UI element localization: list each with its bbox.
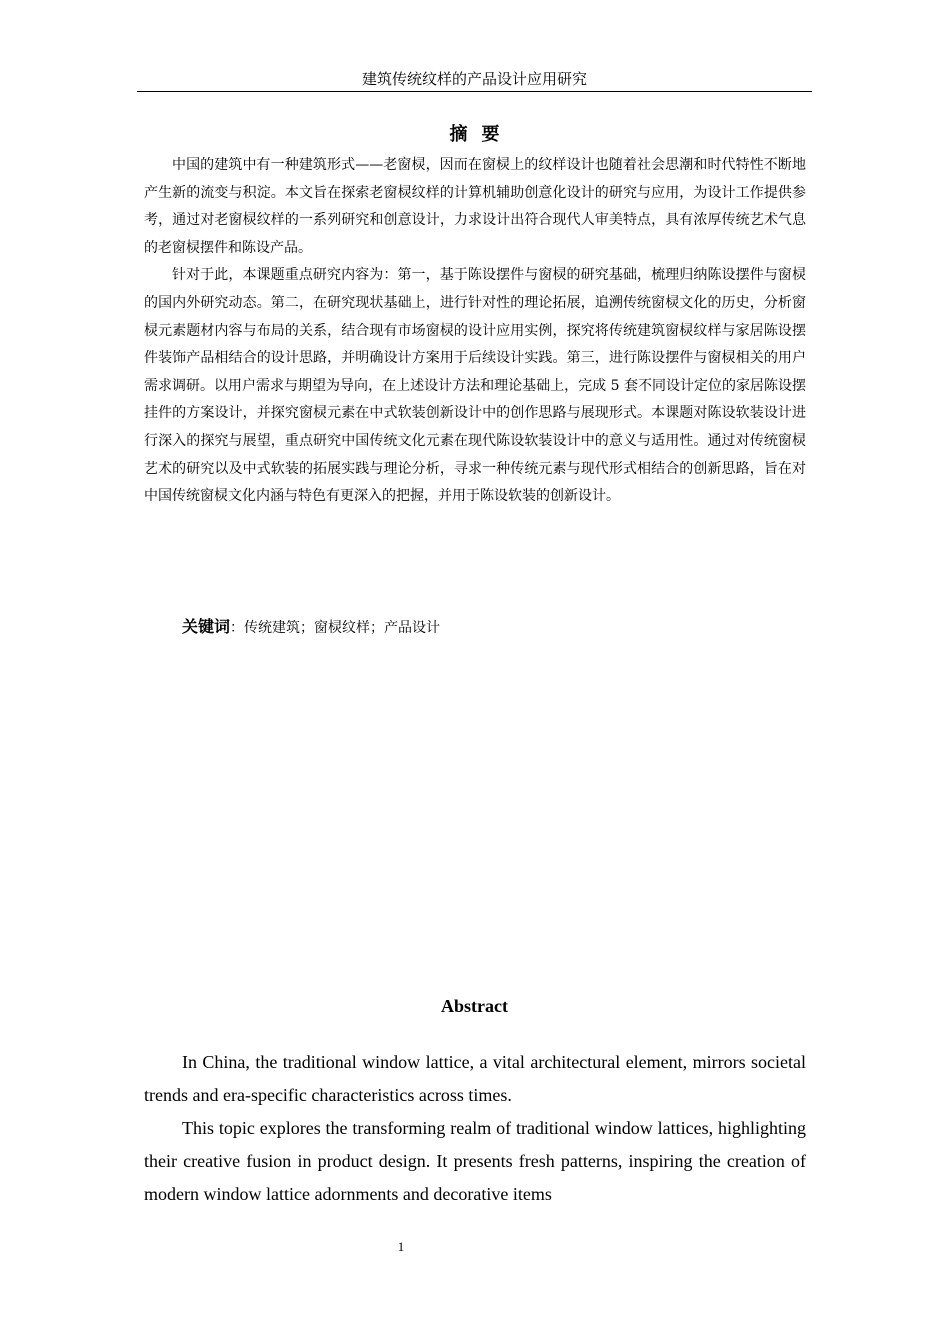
keywords-label: 关键词 — [182, 617, 231, 636]
keywords-line — [182, 614, 782, 641]
keywords-separator: ： — [230, 620, 245, 636]
abstract-cn-paragraph-1: 中国的建筑中有一种建筑形式——老窗棂，因而在窗棂上的纹样设计也随着社会思潮和时代特性不断地产生新的流变与积淀。本文旨在探索老窗棂纹样的计算机辅助创意化设计的研究与应用，为设计工作提供参考，通过对老窗棂纹样的一系列研究和创意设计，力求设计出符合现代人审美特点，具有浓厚传统艺术气息的老窗棂摆件和陈设产品。 — [144, 157, 806, 256]
page-number: 1 — [397, 1239, 405, 1254]
abstract-cn-body — [144, 152, 806, 511]
abstract-cn-title: 摘要 — [449, 124, 514, 145]
running-header: 建筑传统纹样的产品设计应用研究 — [361, 70, 587, 88]
abstract-en-title: Abstract — [441, 996, 508, 1016]
abstract-en-paragraph-1: In China, the traditional window lattice, a vital architectural element, mirrors societal trends and era-specific characteristics across times. — [144, 1052, 806, 1105]
abstract-cn-paragraph-2: 针对于此，本课题重点研究内容为：第一，基于陈设摆件与窗棂的研究基础，梳理归纳陈设摆件与窗棂的国内外研究动态。第二，在研究现状基础上，进行针对性的理论拓展，追溯传统窗棂文化的历史，分析窗棂元素题材内容与布局的关系，结合现有市场窗棂的设计应用实例，探究将传统建筑窗棂纹样与家居陈设摆件装饰产品相结合的设计思路，并明确设计方案用于后续设计实践。第三，进行陈设摆件与窗棂相关的用户需求调研。以用户需求与期望为导向，在上述设计方法和理论基础上，完成 5 套不同设计定位的家居陈设摆挂件的方案设计，并探究窗棂元素在中式软装创新设计中的创作思路与展现形式。本课题对陈设软装设计进行深入的探究与展望，重点研究中国传统文化元素在现代陈设软装设计中的意义与适用性。通过对传统窗棂艺术的研究以及中式软装的拓展实践与理论分析，寻求一种传统元素与现代形式相结合的创新思路，旨在对中国传统窗棂文化内涵与特色有更深入的把握，并用于陈设软装的创新设计。 — [144, 267, 806, 505]
abstract-en-body — [144, 1046, 806, 1211]
abstract-en-paragraph-2: This topic explores the transforming realm of traditional window lattices, highlighting their creative fusion in product design. It presents fresh patterns, inspiring the creation of modern window lattice adornments and decorative items — [144, 1118, 806, 1204]
header-rule — [137, 91, 812, 92]
keywords-value: 传统建筑；窗棂纹样；产品设计 — [244, 620, 441, 636]
